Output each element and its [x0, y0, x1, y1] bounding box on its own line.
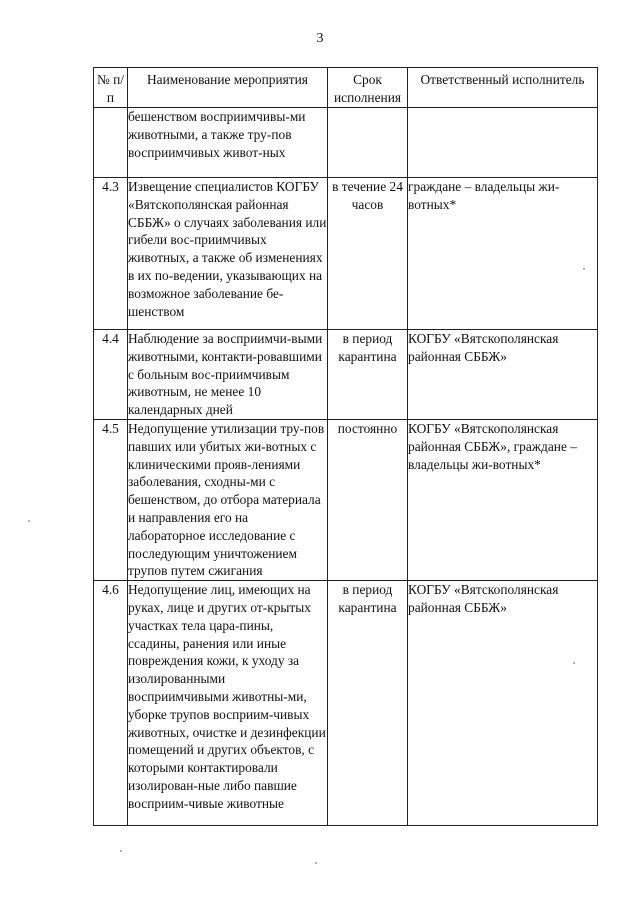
row-name	[128, 108, 328, 178]
row-num: 4.3	[94, 178, 128, 330]
scan-speck	[28, 520, 30, 522]
table-row	[94, 330, 598, 420]
row-name-text: Наблюдение за восприимчи-выми животными, контакти-ровавшими с больным вос-приимчивым животным, не менее 10 календарных дней	[128, 331, 323, 418]
row-name-text: Извещение специалистов КОГБУ «Вятскополянская районная СББЖ» о случаях заболевания или гибели вос-приимчивых животных, а также об изменениях в их по-ведении, указывающих на возможное заболевание бе-шенством	[128, 179, 327, 319]
header-responsible-text: Ответственный исполнитель	[420, 72, 585, 87]
row-name-text: Недопущение утилизации тру-пов павших или убитых жи-вотных с клиническими прояв-лениями заболевания, сходны-ми с бешенством, до отбора материала и направления его на лабораторное исследование с последующим уничтожением трупов путем сжигания	[128, 420, 325, 579]
header-name	[128, 68, 328, 108]
row-responsible: КОГБУ «Вятскополянская районная СББЖ»	[408, 581, 598, 826]
table-row	[94, 178, 598, 330]
table-row	[94, 419, 598, 580]
scan-speck	[120, 850, 122, 852]
row-term: в течение 24 часов	[328, 178, 408, 330]
table-row	[94, 581, 598, 826]
row-name-text: бешенством восприимчивы-ми животными, а также тру-пов восприимчивых живот-ных	[128, 109, 306, 160]
table-row	[94, 108, 598, 178]
row-term: в период карантина	[328, 581, 408, 826]
row-num: 4.6	[94, 581, 128, 826]
row-name	[128, 330, 328, 420]
header-term	[328, 68, 408, 108]
measures-table	[93, 67, 598, 826]
header-responsible	[408, 68, 598, 108]
header-name-text: Наименование мероприятия	[147, 72, 308, 87]
row-term: постоянно	[328, 419, 408, 580]
row-responsible: КОГБУ «Вятскополянская районная СББЖ», граждане – владельцы жи-вотных*	[408, 419, 598, 580]
row-term: в период карантина	[328, 330, 408, 420]
row-name	[128, 178, 328, 330]
row-responsible	[408, 108, 598, 178]
row-responsible: граждане – владельцы жи-вотных*	[408, 178, 598, 330]
row-num: 4.5	[94, 419, 128, 580]
scan-speck	[315, 862, 317, 864]
header-term-text: Срок исполнения	[333, 72, 402, 105]
row-name	[128, 581, 328, 826]
row-responsible: КОГБУ «Вятскополянская районная СББЖ»	[408, 330, 598, 420]
page-number: 3	[316, 31, 324, 46]
scan-speck	[583, 268, 585, 270]
row-name-text: Недопущение лиц, имеющих на руках, лице и других от-крытых участках тела цара-пины, ссадины, ранения или иные повреждения кожи, к уходу за изолированными восприимчивыми животны-ми, уборке трупов восприим-чивых животных, очистке и дезинфекции помещений и других объектов, с которыми контактировали изолирован-ные либо павшие восприим-чивые животные	[128, 582, 326, 811]
header-num	[94, 68, 128, 108]
row-num: 4.4	[94, 330, 128, 420]
row-name	[128, 419, 328, 580]
scan-speck	[573, 662, 575, 664]
row-num	[94, 108, 128, 178]
row-term	[328, 108, 408, 178]
header-num-text: № п/п	[97, 72, 125, 105]
table-header-row	[94, 68, 598, 108]
